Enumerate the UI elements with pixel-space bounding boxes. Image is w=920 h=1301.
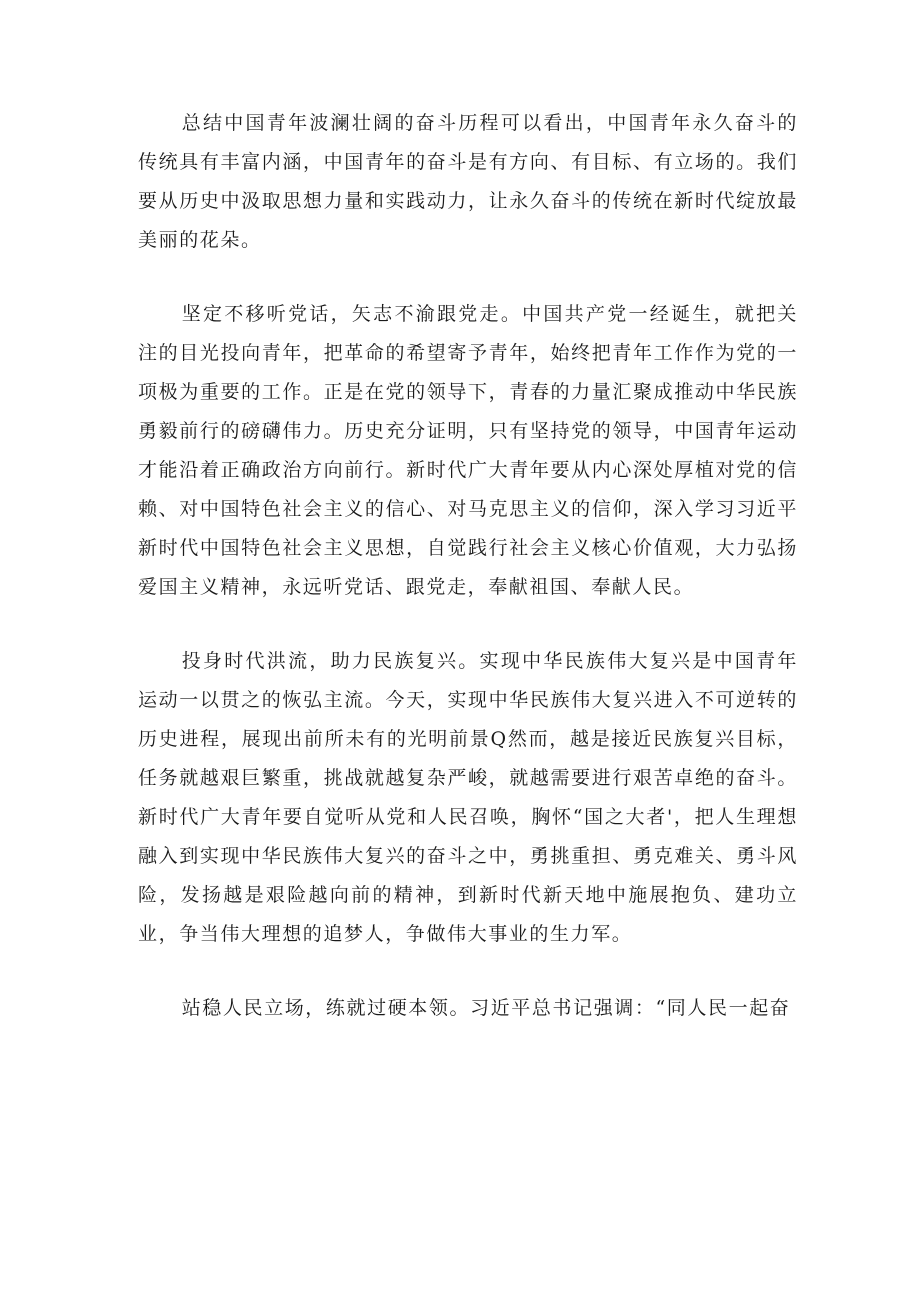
document-body	[138, 104, 798, 1063]
paragraph-1: 总结中国青年波澜壮阔的奋斗历程可以看出，中国青年永久奋斗的传统具有丰富内涵，中国青年的奋斗是有方向、有目标、有立场的。我们要从历史中汲取思想力量和实践动力，让永久奋斗的传统在新时代绽放最美丽的花朵。	[138, 112, 798, 251]
paragraph-3: 投身时代洪流，助力民族复兴。实现中华民族伟大复兴是中国青年运动一以贯之的恢弘主流。今天，实现中华民族伟大复兴进入不可逆转的历史进程，展现出前所未有的光明前景Q然而，越是接近民族复兴目标，任务就越艰巨繁重，挑战就越复杂严峻，就越需要进行艰苦卓绝的奋斗。新时代广大青年要自觉听从党和人民召唤，胸怀“国之大者'，把人生理想融入到实现中华民族伟大复兴的奋斗之中，勇挑重担、勇克难关、勇斗风险，发扬越是艰险越向前的精神，到新时代新天地中施展抱负、建功立业，争当伟大理想的追梦人，争做伟大事业的生力军。	[138, 650, 798, 945]
paragraph-2: 坚定不移听党话，矢志不渝跟党走。中国共产党一经诞生，就把关注的目光投向青年，把革命的希望寄予青年，始终把青年工作作为党的一项极为重要的工作。正是在党的领导下，青春的力量汇聚成推动中华民族勇毅前行的磅礴伟力。历史充分证明，只有坚持党的领导，中国青年运动才能沿着正确政治方向前行。新时代广大青年要从内心深处厚植对党的信赖、对中国特色社会主义的信心、对马克思主义的信仰，深入学习习近平新时代中国特色社会主义思想，自觉践行社会主义核心价值观，大力弘扬爱国主义精神，永远听党话、跟党走，奉献祖国、奉献人民。	[138, 303, 798, 598]
paragraph-4: 站稳人民立场，练就过硬本领。习近平总书记强调：“同人民一起奋	[181, 997, 791, 1019]
